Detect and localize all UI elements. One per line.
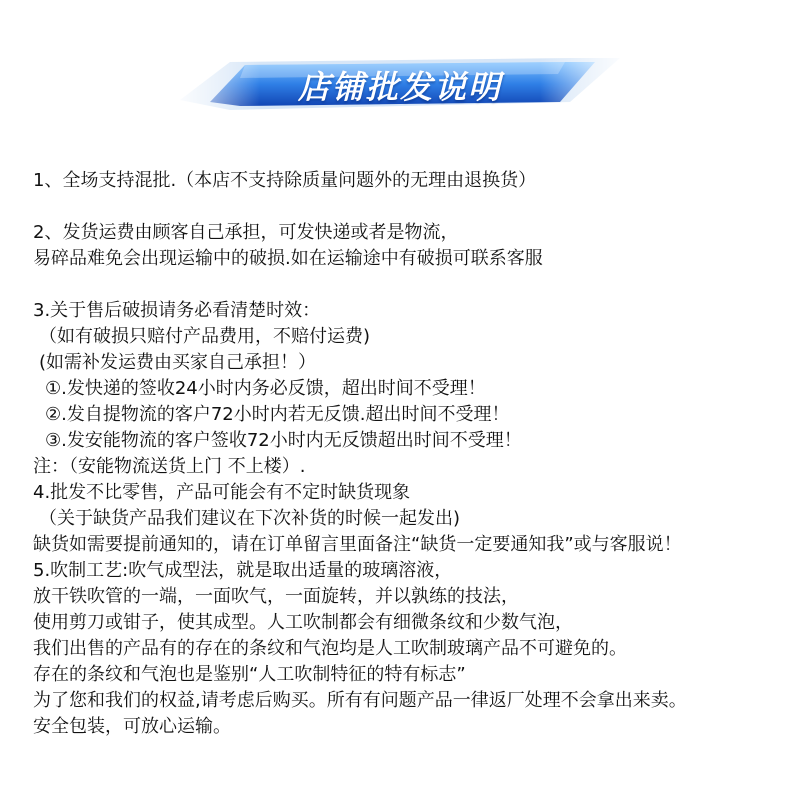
policy-line: 5.吹制工艺:吹气成型法，就是取出适量的玻璃溶液， [33,560,453,581]
policy-line: 放干铁吹管的一端，一面吹气，一面旋转，并以孰练的技法， [33,586,519,607]
policy-text [33,168,793,740]
policy-line: （如有破损只赔付产品费用，不赔付运费) [39,326,371,347]
policy-line: 2、发货运费由顾客自己承担，可发快递或者是物流， [33,222,459,243]
policy-line: 为了您和我们的权益,请考虑后购买。所有有问题产品一律返厂处理不会拿出来卖。 [33,690,687,711]
policy-line: ③.发安能物流的客户签收72小时内无反馈超出时间不受理！ [45,430,522,451]
title-banner [170,40,630,130]
policy-line: (如需补发运费由买家自己承担！） [39,352,317,373]
policy-line: 缺货如需要提前通知的，请在订单留言里面备注“缺货一定要通知我”或与客服说！ [33,534,682,555]
policy-line: 4.批发不比零售，产品可能会有不定时缺货现象 [33,482,411,503]
policy-line: ①.发快递的签收24小时内务必反馈，超出时间不受理！ [45,378,486,399]
policy-line: 注：（安能物流送货上门 不上楼）. [33,456,306,477]
policy-line: （关于缺货产品我们建议在下次补货的时候一起发出) [39,508,461,529]
banner-title: 店铺批发说明 [297,68,502,106]
policy-line: 我们出售的产品有的存在的条纹和气泡均是人工吹制玻璃产品不可避免的。 [33,638,627,659]
policy-line: ②.发自提物流的客户72小时内若无反馈.超出时间不受理！ [45,404,510,425]
policy-line: 3.关于售后破损请务必看清楚时效： [33,300,321,321]
policy-line: 易碎品难免会出现运输中的破损.如在运输途中有破损可联系客服 [33,248,543,269]
policy-line: 安全包装，可放心运输。 [33,716,231,737]
policy-line: 1、全场支持混批.（本店不支持除质量问题外的无理由退换货） [33,170,537,191]
policy-line: 使用剪刀或钳子，使其成型。人工吹制都会有细微条纹和少数气泡， [33,612,573,633]
policy-line: 存在的条纹和气泡也是鉴别“人工吹制特征的特有标志” [33,664,466,685]
